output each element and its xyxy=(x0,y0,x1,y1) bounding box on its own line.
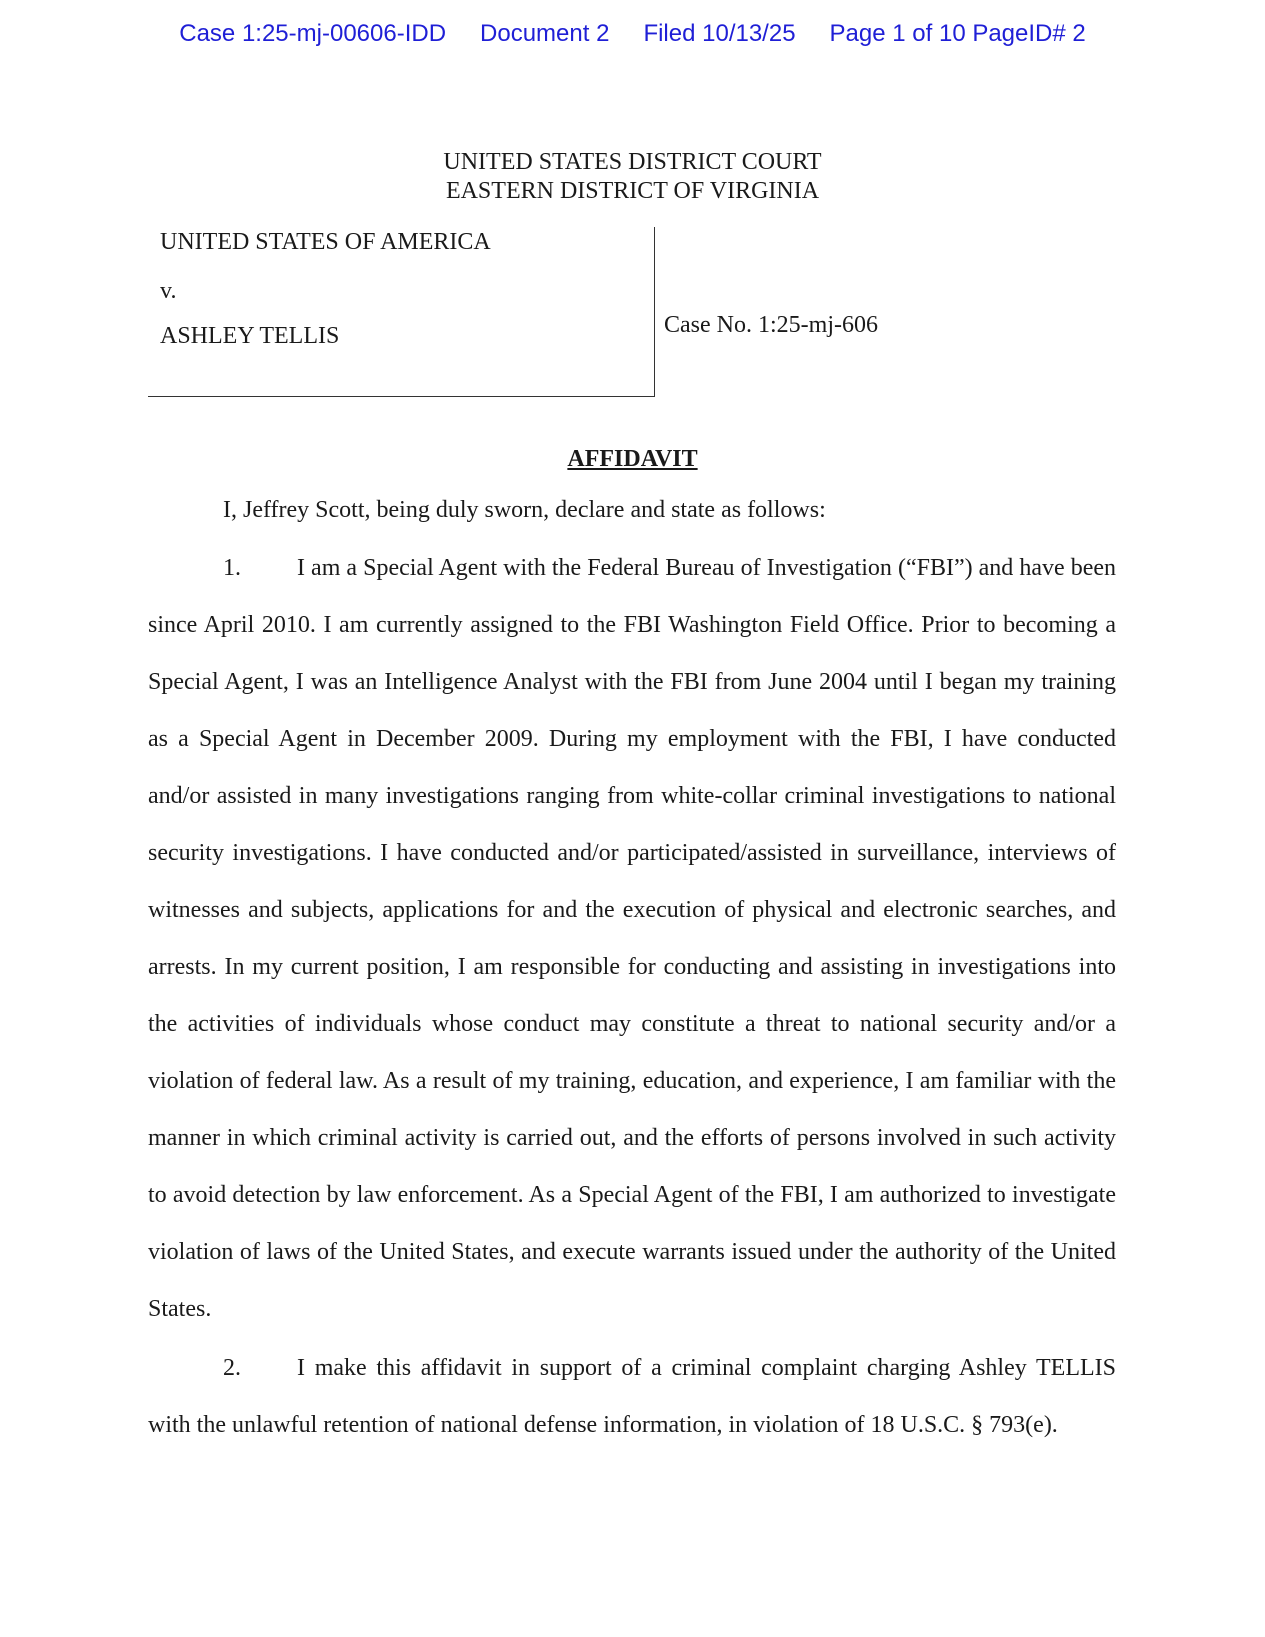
header-case-number: Case 1:25-mj-00606-IDD xyxy=(179,20,447,47)
paragraph-number: 1. xyxy=(223,555,241,581)
paragraph-text: I make this affidavit in support of a criminal complaint charging Ashley TELLIS with the unlawful retention of national defense information, in violation of 18 U.S.C. § 793(e). xyxy=(148,1355,1116,1438)
ecf-header-stamp xyxy=(0,20,1265,48)
paragraph-1 xyxy=(148,540,1116,1338)
caption-versus: v. xyxy=(160,278,177,304)
paragraph-text: I am a Special Agent with the Federal Bureau of Investigation (“FBI”) and have been since April 2010. I am currently assigned to the FBI Washington Field Office. Prior to becoming a Special Agent, I was an Intelligence Analyst with the FBI from June 2004 until I began my training as a Special Agent in December 2009. During my employment with the FBI, I have conducted and/or assisted in many investigations ranging from white-collar criminal investigations to national security investigations. I have conducted and/or participated/assisted in surveillance, interviews of witnesses and subjects, applications for and the execution of physical and electronic searches, and arrests. In my current position, I am responsible for conducting and assisting in investigations into the activities of individuals whose conduct may constitute a threat to national security and/or a violation of federal law. As a result of my training, education, and experience, I am familiar with the manner in which criminal activity is carried out, and the efforts of persons involved in such activity to avoid detection by law enforcement. As a Special Agent of the FBI, I am authorized to investigate violation of laws of the United States, and execute warrants issued under the authority of the United States. xyxy=(148,555,1116,1322)
court-name: UNITED STATES DISTRICT COURT xyxy=(443,149,822,175)
caption-defendant: ASHLEY TELLIS xyxy=(160,323,340,349)
header-page-info: Page 1 of 10 PageID# 2 xyxy=(829,20,1086,47)
court-heading xyxy=(0,148,1265,206)
court-district: EASTERN DISTRICT OF VIRGINIA xyxy=(445,178,820,204)
caption-plaintiff: UNITED STATES OF AMERICA xyxy=(160,229,491,255)
paragraph-2 xyxy=(148,1340,1116,1454)
header-filed-date: Filed 10/13/25 xyxy=(643,20,796,47)
case-number: Case No. 1:25-mj-606 xyxy=(664,312,878,338)
paragraph-number: 2. xyxy=(223,1355,241,1381)
header-document-number: Document 2 xyxy=(480,20,610,47)
document-title: AFFIDAVIT xyxy=(567,446,698,472)
affiant-intro: I, Jeffrey Scott, being duly sworn, declare and state as follows: xyxy=(223,497,826,523)
case-caption-box xyxy=(148,227,655,397)
